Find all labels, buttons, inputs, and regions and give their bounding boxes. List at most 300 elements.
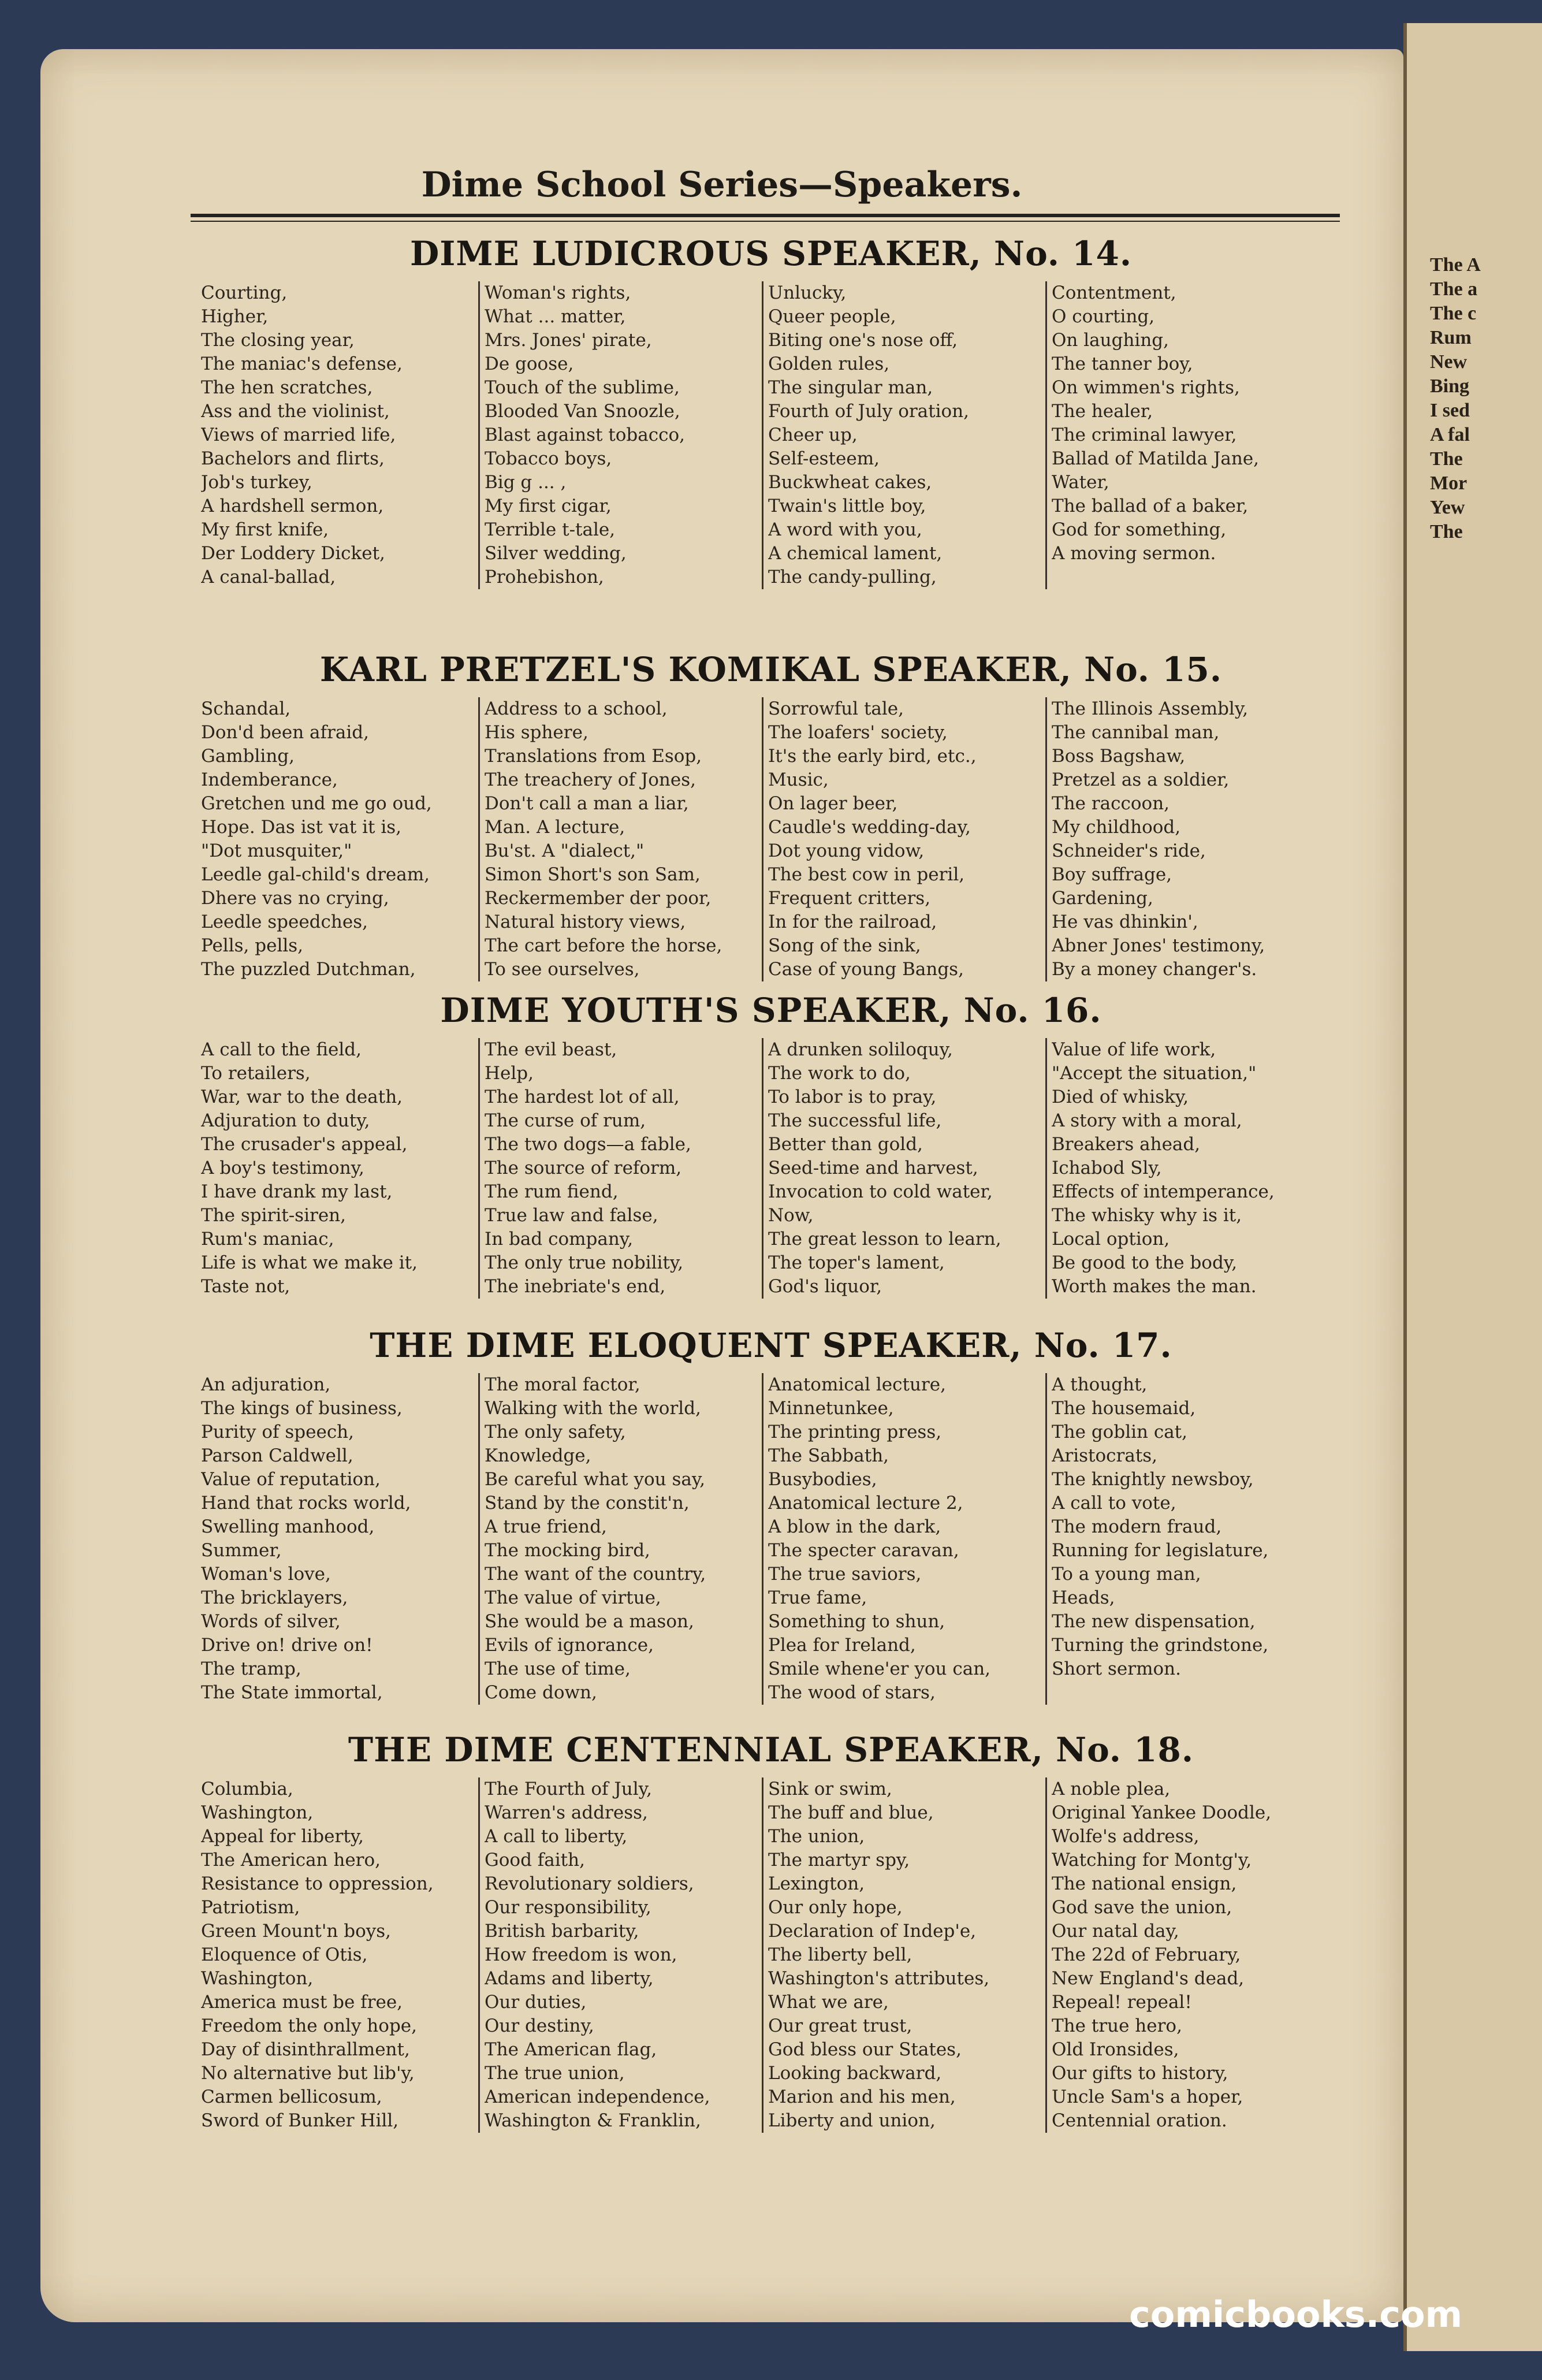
section-columns (196, 1777, 1346, 2133)
piece-title: Song of the sink, (768, 935, 921, 956)
piece-title: The evil beast, (485, 1039, 617, 1060)
piece-title: War, war to the death, (201, 1087, 403, 1107)
piece-title: He vas dhinkin', (1052, 912, 1198, 932)
piece-title: The curse of rum, (485, 1110, 646, 1131)
piece-title: "Accept the situation," (1052, 1063, 1257, 1084)
section-columns (196, 1038, 1346, 1299)
piece-title: The Illinois Assembly, (1052, 698, 1249, 719)
piece-title: Unlucky, (768, 282, 847, 303)
piece-title: Watching for Montg'y, (1052, 1850, 1252, 1870)
piece-title: Leedle speedches, (201, 912, 368, 932)
piece-title: Our responsibility, (485, 1897, 651, 1918)
piece-title: Be careful what you say, (485, 1469, 706, 1490)
piece-title: The criminal lawyer, (1052, 425, 1237, 445)
piece-title: Ballad of Matilda Jane, (1052, 448, 1260, 469)
piece-title: Washington's attributes, (768, 1968, 990, 1989)
piece-title: It's the early bird, etc., (768, 746, 977, 767)
piece-title: Gardening, (1052, 888, 1153, 909)
piece-title: The puzzled Dutchman, (201, 959, 416, 980)
piece-title: Indemberance, (201, 769, 338, 790)
header-rule-thin (191, 221, 1340, 222)
piece-title: Boy suffrage, (1052, 864, 1172, 885)
piece-title: The true saviors, (768, 1564, 922, 1585)
piece-title: Adjuration to duty, (201, 1110, 370, 1131)
section-title: DIME LUDICROUS SPEAKER, No. 14. (409, 234, 1133, 273)
adjacent-page-edge (1403, 23, 1542, 2351)
piece-title: Terrible t-tale, (485, 519, 616, 540)
adjacent-page-fragment: The A (1430, 254, 1481, 276)
piece-title: Boss Bagshaw, (1052, 746, 1186, 767)
piece-title: Twain's little boy, (768, 496, 926, 516)
piece-title: Dot young vidow, (768, 841, 925, 861)
piece-title: Bachelors and flirts, (201, 448, 385, 469)
piece-title: Value of reputation, (201, 1469, 381, 1490)
piece-title: Ichabod Sly, (1052, 1158, 1162, 1178)
piece-title: A drunken soliloquy, (768, 1039, 953, 1060)
piece-title: A call to the field, (201, 1039, 362, 1060)
piece-title: Water, (1052, 472, 1109, 493)
title-column (1045, 1038, 1329, 1299)
piece-title: By a money changer's. (1052, 959, 1257, 980)
piece-title: The modern fraud, (1052, 1516, 1222, 1537)
piece-title: Schandal, (201, 698, 291, 719)
piece-title: Hope. Das ist vat it is, (201, 817, 402, 838)
piece-title: The whisky why is it, (1052, 1205, 1242, 1226)
piece-title: Day of disinthrallment, (201, 2039, 410, 2060)
piece-title: Come down, (485, 1682, 597, 1703)
piece-title: A blow in the dark, (768, 1516, 941, 1537)
piece-title: The inebriate's end, (485, 1276, 666, 1297)
title-column (478, 1373, 762, 1705)
piece-title: A hardshell sermon, (201, 496, 384, 516)
piece-title: A chemical lament, (768, 543, 943, 564)
piece-title: The only safety, (485, 1422, 626, 1442)
piece-title: My first knife, (201, 519, 329, 540)
speaker-section (196, 991, 1346, 1299)
piece-title: Hand that rocks world, (201, 1493, 411, 1513)
piece-title: Abner Jones' testimony, (1052, 935, 1265, 956)
piece-title: On laughing, (1052, 330, 1169, 351)
piece-title: A call to vote, (1052, 1493, 1176, 1513)
piece-title: The great lesson to learn, (768, 1229, 1001, 1250)
piece-title: In bad company, (485, 1229, 634, 1250)
piece-title: Washington & Franklin, (485, 2110, 701, 2131)
piece-title: Adams and liberty, (485, 1968, 654, 1989)
piece-title: Liberty and union, (768, 2110, 936, 2131)
section-title: KARL PRETZEL'S KOMIKAL SPEAKER, No. 15. (319, 650, 1223, 689)
piece-title: Wolfe's address, (1052, 1826, 1200, 1847)
piece-title: Patriotism, (201, 1897, 300, 1918)
piece-title: To labor is to pray, (768, 1087, 937, 1107)
piece-title: What we are, (768, 1992, 889, 2013)
title-column (478, 1038, 762, 1299)
piece-title: The martyr spy, (768, 1850, 910, 1870)
piece-title: Natural history views, (485, 912, 686, 932)
piece-title: Running for legislature, (1052, 1540, 1269, 1561)
title-column (1045, 1373, 1329, 1705)
title-column (196, 281, 478, 589)
piece-title: Biting one's nose off, (768, 330, 958, 351)
piece-title: Plea for Ireland, (768, 1635, 916, 1656)
piece-title: Views of married life, (201, 425, 396, 445)
piece-title: Minnetunkee, (768, 1398, 894, 1419)
piece-title: Knowledge, (485, 1445, 591, 1466)
piece-title: The raccoon, (1052, 793, 1170, 814)
piece-title: A noble plea, (1052, 1779, 1171, 1799)
piece-title: New England's dead, (1052, 1968, 1245, 1989)
piece-title: Columbia, (201, 1779, 293, 1799)
piece-title: Drive on! drive on! (201, 1635, 373, 1656)
piece-title: The bricklayers, (201, 1587, 348, 1608)
catalog-page (40, 49, 1403, 2322)
piece-title: Silver wedding, (485, 543, 627, 564)
title-column (762, 281, 1045, 589)
piece-title: Schneider's ride, (1052, 841, 1206, 861)
adjacent-page-fragment: A fal (1430, 424, 1470, 445)
piece-title: Prohebishon, (485, 567, 604, 587)
piece-title: Our destiny, (485, 2015, 594, 2036)
piece-title: Now, (768, 1205, 814, 1226)
piece-title: Appeal for liberty, (201, 1826, 364, 1847)
piece-title: Effects of intemperance, (1052, 1181, 1275, 1202)
piece-title: Summer, (201, 1540, 282, 1561)
piece-title: The true hero, (1052, 2015, 1182, 2036)
piece-title: The cart before the horse, (485, 935, 722, 956)
section-title: THE DIME ELOQUENT SPEAKER, No. 17. (370, 1326, 1172, 1365)
speaker-section (196, 1326, 1346, 1705)
piece-title: The printing press, (768, 1422, 942, 1442)
piece-title: Address to a school, (485, 698, 668, 719)
piece-title: Freedom the only hope, (201, 2015, 417, 2036)
piece-title: Touch of the sublime, (485, 377, 680, 398)
piece-title: Sink or swim, (768, 1779, 892, 1799)
adjacent-page-fragment: I sed (1430, 400, 1470, 421)
piece-title: Job's turkey, (201, 472, 312, 493)
piece-title: Eloquence of Otis, (201, 1944, 368, 1965)
watermark: comicbooks.com (1129, 2293, 1463, 2336)
piece-title: God's liquor, (768, 1276, 882, 1297)
piece-title: Courting, (201, 282, 288, 303)
piece-title: The work to do, (768, 1063, 911, 1084)
piece-title: Worth makes the man. (1052, 1276, 1257, 1297)
piece-title: Der Loddery Dicket, (201, 543, 385, 564)
piece-title: O courting, (1052, 306, 1155, 327)
piece-title: The mocking bird, (485, 1540, 650, 1561)
piece-title: A canal-ballad, (201, 567, 336, 587)
piece-title: The crusader's appeal, (201, 1134, 408, 1155)
piece-title: Value of life work, (1052, 1039, 1216, 1060)
piece-title: Pells, pells, (201, 935, 304, 956)
piece-title: Something to shun, (768, 1611, 945, 1632)
piece-title: Stand by the constit'n, (485, 1493, 690, 1513)
piece-title: Repeal! repeal! (1052, 1992, 1192, 2013)
piece-title: The two dogs—a fable, (485, 1134, 691, 1155)
piece-title: God bless our States, (768, 2039, 962, 2060)
piece-title: Dhere vas no crying, (201, 888, 389, 909)
piece-title: The hen scratches, (201, 377, 373, 398)
title-column (1045, 697, 1329, 981)
piece-title: An adjuration, (201, 1374, 331, 1395)
piece-title: The tanner boy, (1052, 354, 1193, 374)
piece-title: Aristocrats, (1052, 1445, 1158, 1466)
piece-title: Buckwheat cakes, (768, 472, 932, 493)
piece-title: Old Ironsides, (1052, 2039, 1179, 2060)
piece-title: How freedom is won, (485, 1944, 677, 1965)
piece-title: Golden rules, (768, 354, 890, 374)
piece-title: God save the union, (1052, 1897, 1232, 1918)
piece-title: A true friend, (485, 1516, 607, 1537)
piece-title: A moving sermon. (1052, 543, 1216, 564)
piece-title: The State immortal, (201, 1682, 383, 1703)
piece-title: Taste not, (201, 1276, 290, 1297)
title-column (762, 1373, 1045, 1705)
piece-title: A call to liberty, (485, 1826, 628, 1847)
title-column (478, 281, 762, 589)
piece-title: Swelling manhood, (201, 1516, 375, 1537)
piece-title: Invocation to cold water, (768, 1181, 993, 1202)
piece-title: The spirit-siren, (201, 1205, 346, 1226)
piece-title: Parson Caldwell, (201, 1445, 353, 1466)
piece-title: Don'd been afraid, (201, 722, 369, 743)
piece-title: Woman's love, (201, 1564, 331, 1585)
piece-title: Frequent critters, (768, 888, 931, 909)
piece-title: Leedle gal-child's dream, (201, 864, 430, 885)
piece-title: The hardest lot of all, (485, 1087, 680, 1107)
piece-title: Resistance to oppression, (201, 1873, 434, 1894)
piece-title: Queer people, (768, 306, 896, 327)
piece-title: Caudle's wedding-day, (768, 817, 971, 838)
piece-title: Local option, (1052, 1229, 1170, 1250)
piece-title: The ballad of a baker, (1052, 496, 1249, 516)
piece-title: America must be free, (201, 1992, 403, 2013)
piece-title: The tramp, (201, 1658, 301, 1679)
title-column (196, 1777, 478, 2133)
title-column (762, 1777, 1045, 2133)
piece-title: Anatomical lecture 2, (768, 1493, 963, 1513)
piece-title: Gretchen und me go oud, (201, 793, 432, 814)
piece-title: Lexington, (768, 1873, 865, 1894)
piece-title: To a young man, (1052, 1564, 1201, 1585)
piece-title: De goose, (485, 354, 574, 374)
piece-title: Fourth of July oration, (768, 401, 970, 422)
adjacent-page-fragment: The c (1430, 303, 1477, 324)
piece-title: Smile whene'er you can, (768, 1658, 991, 1679)
section-title: THE DIME CENTENNIAL SPEAKER, No. 18. (348, 1730, 1194, 1769)
piece-title: The value of virtue, (485, 1587, 661, 1608)
piece-title: Life is what we make it, (201, 1252, 418, 1273)
piece-title: The candy-pulling, (768, 567, 937, 587)
piece-title: Higher, (201, 306, 269, 327)
piece-title: The true union, (485, 2063, 625, 2084)
piece-title: The toper's lament, (768, 1252, 945, 1273)
piece-title: Tobacco boys, (485, 448, 612, 469)
piece-title: Don't call a man a liar, (485, 793, 689, 814)
adjacent-page-fragment: Bing (1430, 375, 1470, 397)
series-title: Dime School Series—Speakers. (421, 165, 1023, 205)
piece-title: A boy's testimony, (201, 1158, 364, 1178)
piece-title: Our gifts to history, (1052, 2063, 1228, 2084)
section-columns (196, 281, 1346, 589)
piece-title: To see ourselves, (485, 959, 640, 980)
piece-title: The use of time, (485, 1658, 631, 1679)
adjacent-page-fragment: Rum (1430, 327, 1472, 348)
piece-title: A story with a moral, (1052, 1110, 1242, 1131)
piece-title: The new dispensation, (1052, 1611, 1256, 1632)
piece-title: Original Yankee Doodle, (1052, 1802, 1272, 1823)
piece-title: Our duties, (485, 1992, 587, 2013)
piece-title: Died of whisky, (1052, 1087, 1189, 1107)
piece-title: On lager beer, (768, 793, 898, 814)
piece-title: God for something, (1052, 519, 1227, 540)
piece-title: Blooded Van Snoozle, (485, 401, 680, 422)
piece-title: Woman's rights, (485, 282, 631, 303)
piece-title: The 22d of February, (1052, 1944, 1241, 1965)
piece-title: Reckermember der poor, (485, 888, 712, 909)
piece-title: Declaration of Indep'e, (768, 1921, 977, 1942)
piece-title: Rum's maniac, (201, 1229, 334, 1250)
piece-title: Green Mount'n boys, (201, 1921, 392, 1942)
piece-title: In for the railroad, (768, 912, 937, 932)
piece-title: The kings of business, (201, 1398, 403, 1419)
header-rule (191, 214, 1340, 217)
piece-title: The specter caravan, (768, 1540, 959, 1561)
speaker-section (196, 1730, 1346, 2133)
piece-title: The wood of stars, (768, 1682, 936, 1703)
piece-title: Contentment, (1052, 282, 1176, 303)
piece-title: The Fourth of July, (485, 1779, 652, 1799)
piece-title: Cheer up, (768, 425, 858, 445)
piece-title: The loafers' society, (768, 722, 948, 743)
piece-title: Seed-time and harvest, (768, 1158, 978, 1178)
piece-title: She would be a mason, (485, 1611, 694, 1632)
piece-title: The union, (768, 1826, 865, 1847)
piece-title: British barbarity, (485, 1921, 639, 1942)
piece-title: The want of the country, (485, 1564, 706, 1585)
piece-title: The goblin cat, (1052, 1422, 1187, 1442)
adjacent-page-fragment: The (1430, 448, 1463, 470)
title-column (478, 1777, 762, 2133)
piece-title: Man. A lecture, (485, 817, 625, 838)
adjacent-page-fragment: The (1430, 521, 1463, 542)
piece-title: Music, (768, 769, 829, 790)
piece-title: Gambling, (201, 746, 295, 767)
piece-title: Carmen bellicosum, (201, 2087, 382, 2107)
piece-title: Heads, (1052, 1587, 1115, 1608)
piece-title: Looking backward, (768, 2063, 942, 2084)
piece-title: Translations from Esop, (485, 746, 702, 767)
piece-title: The buff and blue, (768, 1802, 934, 1823)
piece-title: I have drank my last, (201, 1181, 393, 1202)
piece-title: Sorrowful tale, (768, 698, 904, 719)
piece-title: Sword of Bunker Hill, (201, 2110, 399, 2131)
adjacent-page-fragment: Yew (1430, 497, 1465, 518)
section-columns (196, 697, 1346, 981)
piece-title: The treachery of Jones, (485, 769, 696, 790)
piece-title: Better than gold, (768, 1134, 923, 1155)
piece-title: Purity of speech, (201, 1422, 354, 1442)
piece-title: Busybodies, (768, 1469, 877, 1490)
piece-title: True fame, (768, 1587, 867, 1608)
piece-title: Short sermon. (1052, 1658, 1181, 1679)
piece-title: Evils of ignorance, (485, 1635, 654, 1656)
piece-title: The healer, (1052, 401, 1153, 422)
piece-title: Walking with the world, (485, 1398, 701, 1419)
piece-title: Turning the grindstone, (1052, 1635, 1269, 1656)
speaker-section (196, 650, 1346, 981)
adjacent-page-fragment: Mor (1430, 473, 1467, 494)
piece-title: Be good to the body, (1052, 1252, 1238, 1273)
piece-title: Our only hope, (768, 1897, 903, 1918)
piece-title: The only true nobility, (485, 1252, 684, 1273)
section-title: DIME YOUTH'S SPEAKER, No. 16. (440, 991, 1102, 1030)
piece-title: The maniac's defense, (201, 354, 403, 374)
piece-title: Self-esteem, (768, 448, 880, 469)
piece-title: The singular man, (768, 377, 933, 398)
piece-title: "Dot musquiter," (201, 841, 352, 861)
piece-title: His sphere, (485, 722, 589, 743)
piece-title: American independence, (485, 2087, 710, 2107)
title-column (196, 697, 478, 981)
piece-title: No alternative but lib'y, (201, 2063, 415, 2084)
piece-title: Marion and his men, (768, 2087, 956, 2107)
piece-title: The housemaid, (1052, 1398, 1196, 1419)
piece-title: Good faith, (485, 1850, 585, 1870)
title-column (1045, 281, 1329, 589)
speaker-section (196, 234, 1346, 589)
title-column (478, 697, 762, 981)
piece-title: Blast against tobacco, (485, 425, 685, 445)
piece-title: The Sabbath, (768, 1445, 889, 1466)
piece-title: On wimmen's rights, (1052, 377, 1240, 398)
title-column (762, 1038, 1045, 1299)
piece-title: The best cow in peril, (768, 864, 965, 885)
piece-title: Words of silver, (201, 1611, 341, 1632)
adjacent-page-fragment: New (1430, 351, 1467, 373)
piece-title: Bu'st. A "dialect," (485, 841, 645, 861)
adjacent-page-fragment: The a (1430, 278, 1478, 300)
piece-title: Warren's address, (485, 1802, 648, 1823)
piece-title: Mrs. Jones' pirate, (485, 330, 652, 351)
piece-title: The source of reform, (485, 1158, 682, 1178)
piece-title: My first cigar, (485, 496, 612, 516)
piece-title: What ... matter, (485, 306, 626, 327)
piece-title: Washington, (201, 1802, 314, 1823)
piece-title: Simon Short's son Sam, (485, 864, 701, 885)
piece-title: True law and false, (485, 1205, 658, 1226)
piece-title: Big g ... , (485, 472, 567, 493)
piece-title: Centennial oration. (1052, 2110, 1227, 2131)
piece-title: The moral factor, (485, 1374, 640, 1395)
piece-title: Revolutionary soldiers, (485, 1873, 694, 1894)
piece-title: Washington, (201, 1968, 314, 1989)
section-columns (196, 1373, 1346, 1705)
piece-title: Breakers ahead, (1052, 1134, 1201, 1155)
piece-title: My childhood, (1052, 817, 1181, 838)
piece-title: Our great trust, (768, 2015, 912, 2036)
piece-title: Help, (485, 1063, 534, 1084)
piece-title: Our natal day, (1052, 1921, 1179, 1942)
piece-title: A thought, (1052, 1374, 1148, 1395)
title-column (1045, 1777, 1329, 2133)
title-column (762, 697, 1045, 981)
piece-title: The knightly newsboy, (1052, 1469, 1254, 1490)
piece-title: A word with you, (768, 519, 922, 540)
piece-title: The American flag, (485, 2039, 657, 2060)
piece-title: The closing year, (201, 330, 355, 351)
title-column (196, 1038, 478, 1299)
piece-title: Uncle Sam's a hoper, (1052, 2087, 1243, 2107)
piece-title: Pretzel as a soldier, (1052, 769, 1230, 790)
